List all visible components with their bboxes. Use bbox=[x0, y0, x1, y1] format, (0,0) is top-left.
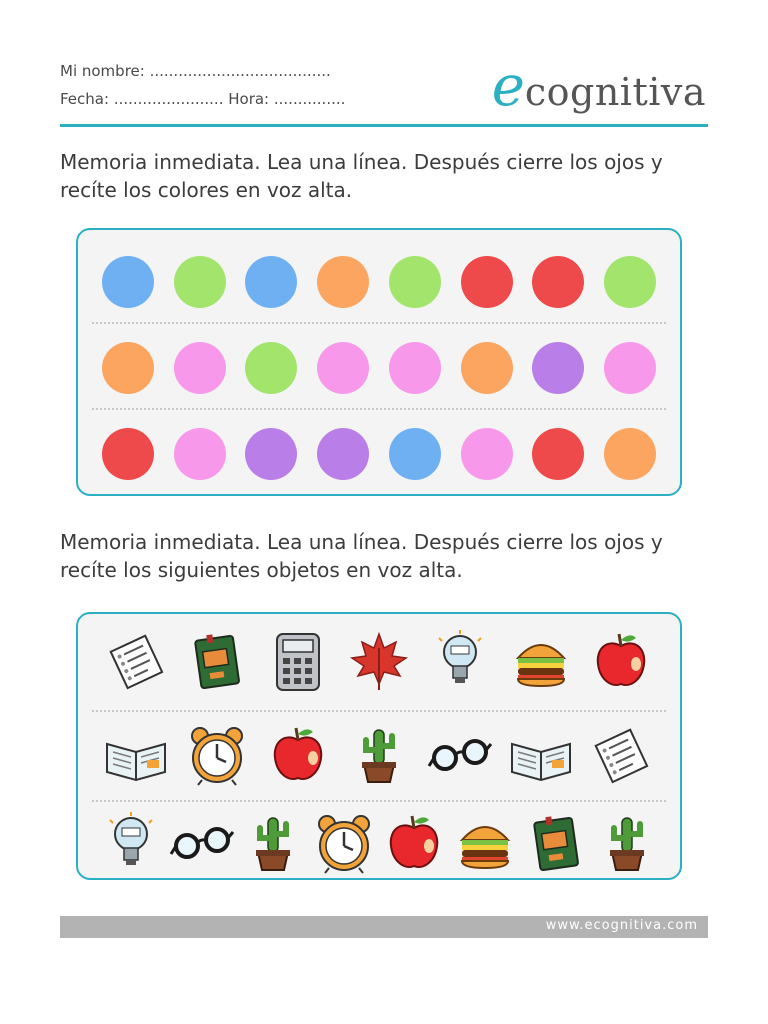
color-row bbox=[96, 424, 662, 484]
logo-e: e bbox=[491, 54, 525, 119]
burger-icon bbox=[508, 628, 574, 694]
pink-dot bbox=[317, 342, 369, 394]
apple-icon bbox=[265, 722, 331, 788]
leaf-icon bbox=[346, 628, 412, 694]
list-icon bbox=[588, 722, 654, 788]
lightbulb-icon bbox=[98, 810, 164, 876]
object-row bbox=[96, 720, 662, 790]
colors-instruction: Memoria inmediata. Lea una línea. Después cierre los ojos y recíte los colores en voz alta. bbox=[60, 150, 663, 202]
book-icon bbox=[184, 628, 250, 694]
orange-dot bbox=[461, 342, 513, 394]
header-divider bbox=[60, 124, 708, 127]
pink-dot bbox=[461, 428, 513, 480]
logo-text: cognitiva bbox=[524, 70, 706, 114]
object-row bbox=[96, 626, 662, 696]
objects-instruction: Memoria inmediata. Lea una línea. Después cierre los ojos y recíte los siguientes objetos en voz alta. bbox=[60, 530, 663, 582]
blue-dot bbox=[102, 256, 154, 308]
book-icon bbox=[523, 810, 589, 876]
apple-icon bbox=[381, 810, 447, 876]
clock-icon bbox=[311, 810, 377, 876]
colors-panel bbox=[76, 228, 682, 496]
row-divider bbox=[92, 408, 666, 410]
open-book-icon bbox=[103, 722, 169, 788]
red-dot bbox=[461, 256, 513, 308]
pink-dot bbox=[389, 342, 441, 394]
green-dot bbox=[604, 256, 656, 308]
color-row bbox=[96, 338, 662, 398]
color-row bbox=[96, 252, 662, 312]
purple-dot bbox=[532, 342, 584, 394]
red-dot bbox=[532, 256, 584, 308]
date-time-field-label: Fecha: ....................... Hora: ............... bbox=[60, 90, 346, 108]
glasses-icon bbox=[427, 722, 493, 788]
list-icon bbox=[103, 628, 169, 694]
row-divider bbox=[92, 710, 666, 712]
object-row bbox=[96, 808, 662, 878]
pink-dot bbox=[604, 342, 656, 394]
green-dot bbox=[245, 342, 297, 394]
red-dot bbox=[102, 428, 154, 480]
cactus-icon bbox=[594, 810, 660, 876]
green-dot bbox=[174, 256, 226, 308]
green-dot bbox=[389, 256, 441, 308]
blue-dot bbox=[245, 256, 297, 308]
row-divider bbox=[92, 800, 666, 802]
cactus-icon bbox=[240, 810, 306, 876]
orange-dot bbox=[604, 428, 656, 480]
clock-icon bbox=[184, 722, 250, 788]
orange-dot bbox=[317, 256, 369, 308]
purple-dot bbox=[245, 428, 297, 480]
row-divider bbox=[92, 322, 666, 324]
blue-dot bbox=[389, 428, 441, 480]
burger-icon bbox=[452, 810, 518, 876]
glasses-icon bbox=[169, 810, 235, 876]
ecognitiva-logo bbox=[492, 54, 706, 119]
footer-bar bbox=[60, 916, 708, 938]
name-field-label: Mi nombre: ...................................... bbox=[60, 62, 331, 80]
footer-url: www.ecognitiva.com bbox=[545, 918, 698, 933]
calculator-icon bbox=[265, 628, 331, 694]
open-book-icon bbox=[508, 722, 574, 788]
worksheet-header bbox=[60, 54, 708, 124]
pink-dot bbox=[174, 342, 226, 394]
red-dot bbox=[532, 428, 584, 480]
cactus-icon bbox=[346, 722, 412, 788]
orange-dot bbox=[102, 342, 154, 394]
objects-panel bbox=[76, 612, 682, 880]
pink-dot bbox=[174, 428, 226, 480]
purple-dot bbox=[317, 428, 369, 480]
lightbulb-icon bbox=[427, 628, 493, 694]
apple-icon bbox=[588, 628, 654, 694]
